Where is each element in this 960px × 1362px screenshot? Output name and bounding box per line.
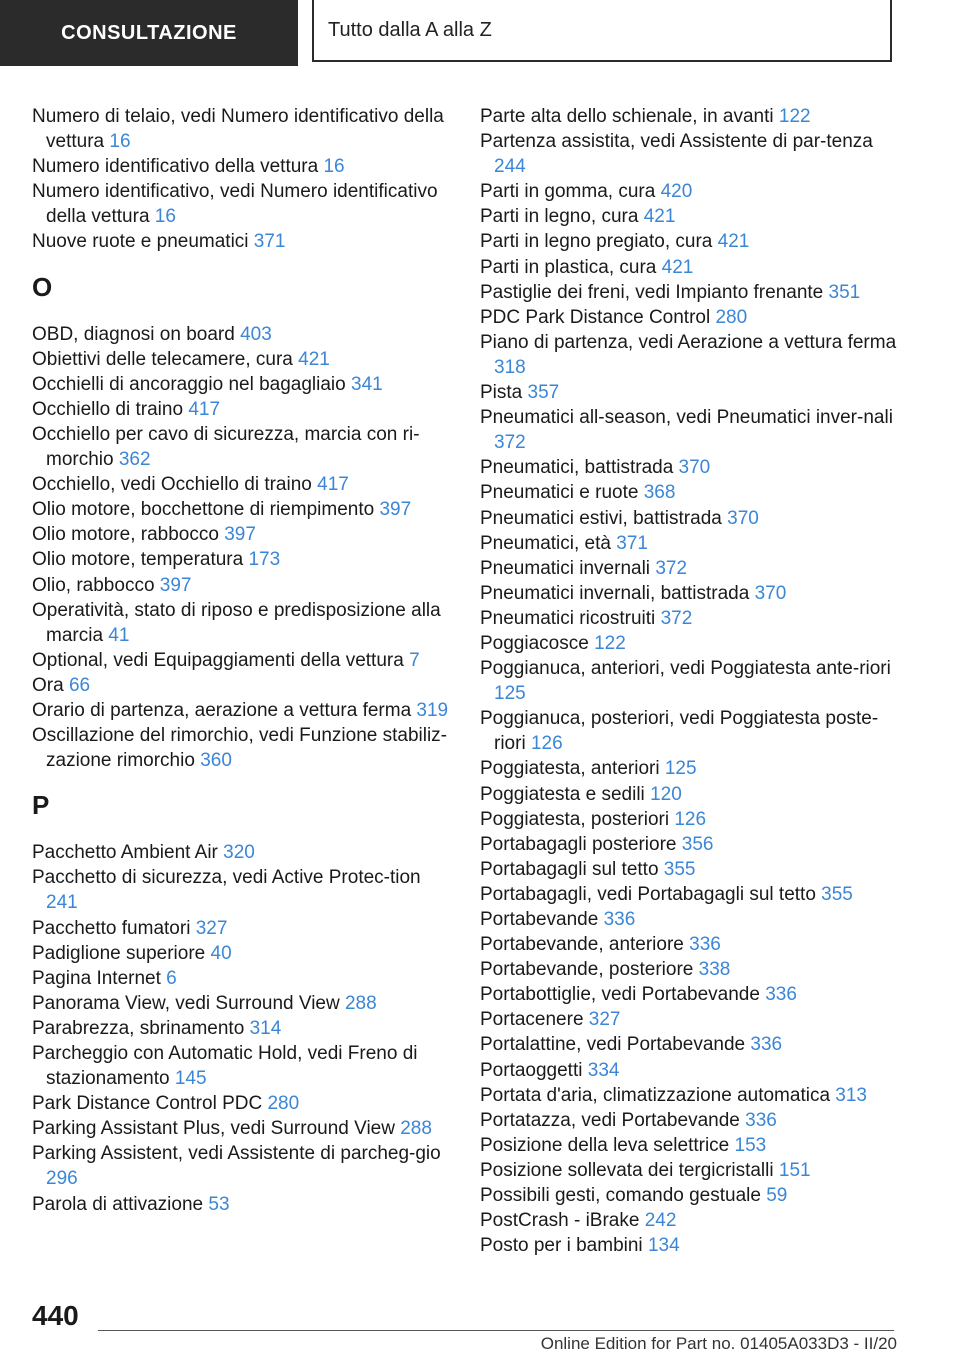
index-entry-text: Pacchetto di sicurezza, vedi Active Protec‐tion (32, 867, 421, 889)
page-reference-link[interactable]: 420 (660, 181, 693, 203)
index-entry-text: Pagina Internet (32, 967, 161, 989)
index-entry-text: Poggiatesta e sedili (480, 783, 645, 805)
index-entry (32, 547, 452, 572)
index-entry-text: Parcheggio con Automatic Hold, vedi Freno di stazionamento (32, 1043, 418, 1090)
index-entry (480, 1158, 900, 1183)
index-entry-text: Panorama View, vedi Surround View (32, 992, 340, 1014)
index-entry-text: Numero identificativo, vedi Numero identificativo della vettura (32, 181, 438, 228)
index-entry (480, 330, 900, 380)
chapter-box (312, 0, 892, 62)
index-entry-text: Nuove ruote e pneumatici (32, 231, 249, 253)
index-entry (480, 882, 900, 907)
index-entry-text: Piano di partenza, vedi Aerazione a vettura ferma (480, 331, 897, 353)
page-reference-link[interactable]: 40 (210, 942, 232, 964)
page-reference-link[interactable]: 126 (530, 733, 563, 755)
index-entry-text: Posto per i bambini (480, 1235, 643, 1257)
index-entry (32, 1016, 452, 1041)
index-entry (480, 104, 900, 129)
index-entry (32, 1141, 452, 1191)
index-entry (32, 154, 452, 179)
page-reference-link[interactable]: 16 (154, 206, 176, 228)
index-entry-text: Pneumatici, età (480, 532, 611, 554)
index-entry-text: Olio motore, temperatura (32, 549, 244, 571)
index-entry-text: Ora (32, 674, 64, 696)
index-entry-text: Obiettivi delle telecamere, cura (32, 348, 293, 370)
page-reference-link[interactable]: 125 (494, 683, 526, 705)
index-entry-text: Portacenere (480, 1009, 584, 1031)
index-entry (32, 966, 452, 991)
index-entry (32, 472, 452, 497)
index-entry (480, 556, 900, 581)
page-reference-link[interactable]: 319 (416, 699, 449, 721)
index-entry-text: Oscillazione del rimorchio, vedi Funzione stabiliz‐zazione rimorchio (32, 725, 448, 772)
index-entry-text: Pneumatici invernali, battistrada (480, 582, 750, 604)
page-reference-link[interactable]: 336 (750, 1034, 783, 1056)
page-number: 440 (32, 1300, 79, 1331)
page-reference-link[interactable]: 241 (46, 892, 78, 914)
index-entry-text: Occhiello di traino (32, 398, 184, 420)
index-entry (480, 531, 900, 556)
page-reference-link[interactable]: 371 (616, 532, 648, 554)
page-reference-link[interactable]: 314 (249, 1017, 282, 1039)
index-entry-text: Orario di partenza, aerazione a vettura ferma (32, 699, 412, 721)
index-entry-text: Portabagagli posteriore (480, 833, 677, 855)
index-entry (32, 840, 452, 865)
index-entry (480, 405, 900, 455)
index-entry (480, 756, 900, 781)
index-entry (480, 280, 900, 305)
index-entry-text: Portabevande, posteriore (480, 959, 694, 981)
index-entry-text: Optional, vedi Equipaggiamenti della vettura (32, 649, 404, 671)
index-entry-text: Portabottiglie, vedi Portabevande (480, 984, 760, 1006)
index-entry-text: Parking Assistent, vedi Assistente di parcheg‐gio (32, 1143, 441, 1165)
index-entry (480, 1208, 900, 1233)
index-entry (32, 179, 452, 229)
page-reference-link[interactable]: 421 (298, 348, 330, 370)
page-reference-link[interactable]: 336 (765, 984, 797, 1006)
page-reference-link[interactable]: 397 (224, 524, 256, 546)
index-entry (480, 1032, 900, 1057)
index-entry (32, 648, 452, 673)
index-entry-text: Portata d'aria, climatizzazione automatica (480, 1084, 831, 1106)
index-entry-text: Portabevande, anteriore (480, 934, 684, 956)
index-entry-text: Pastiglie dei freni, vedi Impianto frenante (480, 281, 824, 303)
index-entry-text: Portalattine, vedi Portabevande (480, 1034, 746, 1056)
index-entry (480, 832, 900, 857)
page-reference-link[interactable]: 41 (108, 624, 130, 646)
page-reference-link[interactable]: 421 (717, 231, 750, 253)
index-entry (480, 1133, 900, 1158)
index-entry-text: Pneumatici ricostruiti (480, 607, 656, 629)
index-entry (32, 941, 452, 966)
index-entry (480, 380, 900, 405)
page-reference-link[interactable]: 153 (734, 1134, 767, 1156)
index-column-right (480, 104, 900, 1258)
index-entry (480, 631, 900, 656)
page-reference-link[interactable]: 355 (663, 858, 696, 880)
index-entry-text: Park Distance Control PDC (32, 1093, 263, 1115)
index-entry (480, 179, 900, 204)
index-entry (480, 706, 900, 756)
page-reference-link[interactable]: 336 (745, 1109, 777, 1131)
page-reference-link[interactable]: 288 (400, 1118, 432, 1140)
index-entry (32, 723, 452, 773)
page-reference-link[interactable]: 356 (681, 833, 714, 855)
index-entry (480, 455, 900, 480)
page-reference-link[interactable]: 244 (494, 156, 526, 178)
index-entry-text: Pneumatici all-season, vedi Pneumatici inver‐nali (480, 407, 893, 429)
index-entry-text: Padiglione superiore (32, 942, 206, 964)
index-entry-text: Possibili gesti, comando gestuale (480, 1185, 761, 1207)
page-reference-link[interactable]: 355 (821, 883, 853, 905)
index-entry (32, 573, 452, 598)
index-entry-text: Parte alta dello schienale, in avanti (480, 106, 774, 127)
page-reference-link[interactable]: 417 (317, 474, 349, 496)
page-reference-link[interactable]: 338 (698, 959, 731, 981)
index-entry (32, 497, 452, 522)
index-entry-text: Parabrezza, sbrinamento (32, 1017, 245, 1039)
page-reference-link[interactable]: 370 (754, 582, 787, 604)
index-entry-text: Parti in legno, cura (480, 206, 639, 228)
index-entry-text: Occhiello, vedi Occhiello di traino (32, 474, 312, 496)
page-reference-link[interactable]: 372 (660, 607, 693, 629)
index-entry (32, 698, 452, 723)
index-entry-text: Olio motore, bocchettone di riempimento (32, 499, 375, 521)
page-reference-link[interactable]: 288 (344, 992, 377, 1014)
page-reference-link[interactable]: 371 (253, 231, 286, 253)
index-entry-text: Partenza assistita, vedi Assistente di par‐tenza (480, 131, 873, 153)
index-entry-text: Pacchetto Ambient Air (32, 842, 218, 864)
page-reference-link[interactable]: 370 (678, 457, 711, 479)
index-entry (32, 1192, 452, 1217)
page-reference-link[interactable]: 145 (174, 1068, 207, 1090)
index-entry-text: Portabevande (480, 909, 599, 930)
page-reference-link[interactable]: 397 (379, 499, 412, 521)
page-reference-link[interactable]: 6 (166, 967, 177, 989)
page-reference-link[interactable]: 318 (494, 356, 526, 378)
index-entry (480, 907, 900, 932)
index-entry (32, 347, 452, 372)
page-reference-link[interactable]: 296 (46, 1168, 78, 1190)
page-header (0, 0, 960, 66)
index-entry-text: Parola di attivazione (32, 1193, 204, 1215)
page-reference-link[interactable]: 7 (409, 649, 420, 671)
index-entry (32, 229, 452, 254)
index-entry-text: Pacchetto fumatori (32, 917, 191, 939)
index-entry (480, 656, 900, 706)
index-entry (32, 991, 452, 1016)
index-entry-text: Portabagagli sul tetto (480, 858, 659, 880)
index-entry-text: Pneumatici invernali (480, 557, 651, 579)
index-entry (480, 129, 900, 179)
page-reference-link[interactable]: 120 (650, 783, 682, 805)
chapter-title: Tutto dalla A alla Z (328, 18, 492, 41)
index-entry (480, 229, 900, 254)
page-reference-link[interactable]: 134 (647, 1235, 680, 1257)
index-entry-text: Poggianuca, anteriori, vedi Poggiatesta ante‐riori (480, 658, 891, 680)
index-entry (480, 1108, 900, 1133)
page-reference-link[interactable]: 403 (240, 323, 272, 345)
index-entry-text: Numero di telaio, vedi Numero identificativo della vettura (32, 106, 444, 153)
page-reference-link[interactable]: 336 (689, 934, 721, 956)
page-reference-link[interactable]: 313 (835, 1084, 867, 1106)
index-entry-text: PostCrash - iBrake (480, 1210, 640, 1232)
index-entry-text: Pista (480, 382, 523, 404)
index-entry-text: Olio, rabbocco (32, 574, 155, 596)
page-reference-link[interactable]: 173 (248, 549, 281, 571)
page-reference-link[interactable]: 372 (655, 557, 688, 579)
index-entry-text: Pneumatici e ruote (480, 482, 639, 504)
page-reference-link[interactable]: 421 (643, 206, 676, 228)
index-entry (480, 857, 900, 882)
index-entry-text: Pneumatici estivi, battistrada (480, 507, 722, 529)
page-reference-link[interactable]: 125 (664, 758, 697, 780)
index-entry-text: OBD, diagnosi on board (32, 323, 235, 345)
index-entry (480, 606, 900, 631)
index-entry (480, 1183, 900, 1208)
index-entry (32, 598, 452, 648)
page-reference-link[interactable]: 417 (188, 398, 221, 420)
page-reference-link[interactable]: 357 (527, 382, 560, 404)
index-entry (32, 1041, 452, 1091)
index-entry-text: Portaoggetti (480, 1059, 583, 1081)
index-entry-text: Parti in plastica, cura (480, 256, 657, 278)
page-reference-link[interactable]: 16 (109, 131, 131, 153)
index-entry-text: Posizione sollevata dei tergicristalli (480, 1159, 774, 1181)
index-entry (480, 957, 900, 982)
index-entry (480, 480, 900, 505)
index-entry (480, 782, 900, 807)
edition-note: Online Edition for Part no. 01405A033D3 - II/20 (540, 1334, 897, 1353)
index-entry (32, 673, 452, 698)
index-entry-text: Poggiatesta, anteriori (480, 758, 660, 780)
index-entry (480, 1083, 900, 1108)
page-reference-link[interactable]: 280 (267, 1093, 300, 1115)
page-reference-link[interactable]: 368 (643, 482, 676, 504)
page-reference-link[interactable]: 421 (661, 256, 694, 278)
index-entry-text: Pneumatici, battistrada (480, 457, 674, 479)
index-entry-text: Posizione della leva selettrice (480, 1134, 730, 1156)
footer-divider (98, 1330, 894, 1331)
page-reference-link[interactable]: 341 (351, 373, 383, 395)
page-reference-link[interactable]: 397 (159, 574, 192, 596)
index-entry-text: Occhielli di ancoraggio nel bagagliaio (32, 373, 346, 395)
index-letter-heading: O (32, 271, 53, 302)
page-reference-link[interactable]: 334 (587, 1059, 620, 1081)
page-reference-link[interactable]: 372 (494, 432, 526, 454)
index-entry (480, 1058, 900, 1083)
index-entry-text: Parking Assistant Plus, vedi Surround View (32, 1118, 395, 1140)
index-entry (480, 204, 900, 229)
index-letter-heading: P (32, 790, 50, 821)
page-reference-link[interactable]: 151 (778, 1159, 811, 1181)
page-reference-link[interactable]: 126 (674, 808, 707, 830)
index-entry-text: PDC Park Distance Control (480, 306, 711, 328)
page-reference-link[interactable]: 59 (766, 1185, 788, 1207)
index-entry (480, 932, 900, 957)
page-reference-link[interactable]: 327 (588, 1009, 621, 1031)
page-reference-link[interactable]: 122 (594, 632, 626, 654)
page-reference-link[interactable]: 370 (727, 507, 759, 529)
index-entry-text: Parti in legno pregiato, cura (480, 231, 713, 253)
index-entry-text: Numero identificativo della vettura (32, 156, 319, 178)
index-entry (32, 104, 452, 154)
index-entry (32, 522, 452, 547)
index-entry (480, 1233, 900, 1258)
index-entry-text: Operatività, stato di riposo e predisposizione alla marcia (32, 599, 441, 646)
index-entry-text: Poggiatesta, posteriori (480, 808, 670, 830)
page-reference-link[interactable]: 66 (68, 674, 91, 696)
index-entry (480, 1007, 900, 1032)
index-entry (480, 982, 900, 1007)
page-reference-link[interactable]: 53 (208, 1193, 230, 1215)
index-entry (480, 581, 900, 606)
page-reference-link[interactable]: 360 (200, 750, 232, 772)
index-entry (32, 397, 452, 422)
index-entry (32, 322, 452, 347)
index-entry (32, 916, 452, 941)
index-entry-text: Portatazza, vedi Portabevande (480, 1109, 740, 1131)
page-reference-link[interactable]: 122 (778, 106, 811, 127)
index-entry (480, 305, 900, 330)
section-title: CONSULTAZIONE (61, 21, 237, 44)
page-reference-link[interactable]: 327 (195, 917, 228, 939)
index-entry-text: Portabagagli, vedi Portabagagli sul tetto (480, 883, 816, 905)
index-column-left (32, 104, 452, 1217)
page-reference-link[interactable]: 242 (644, 1210, 677, 1232)
index-entry-text: Poggianuca, posteriori, vedi Poggiatesta poste‐riori (480, 708, 879, 755)
index-entry-text: Olio motore, rabbocco (32, 524, 219, 546)
page-reference-link[interactable]: 320 (223, 842, 255, 864)
page-reference-link[interactable]: 16 (323, 156, 345, 178)
index-entry (480, 255, 900, 280)
page-reference-link[interactable]: 351 (828, 281, 861, 303)
index-entry (32, 422, 452, 472)
index-entry-text: Poggiacosce (480, 632, 589, 654)
page-reference-link[interactable]: 280 (715, 306, 748, 328)
index-entry (32, 1091, 452, 1116)
page-reference-link[interactable]: 362 (118, 449, 151, 471)
page-reference-link[interactable]: 336 (603, 909, 636, 930)
section-tab (0, 0, 298, 66)
index-entry (32, 865, 452, 915)
index-entry (480, 506, 900, 531)
index-entry (480, 807, 900, 832)
index-entry-text: Occhiello per cavo di sicurezza, marcia con ri‐morchio (32, 423, 420, 471)
index-entry (32, 1116, 452, 1141)
index-entry-text: Parti in gomma, cura (480, 181, 656, 203)
index-entry (32, 372, 452, 397)
